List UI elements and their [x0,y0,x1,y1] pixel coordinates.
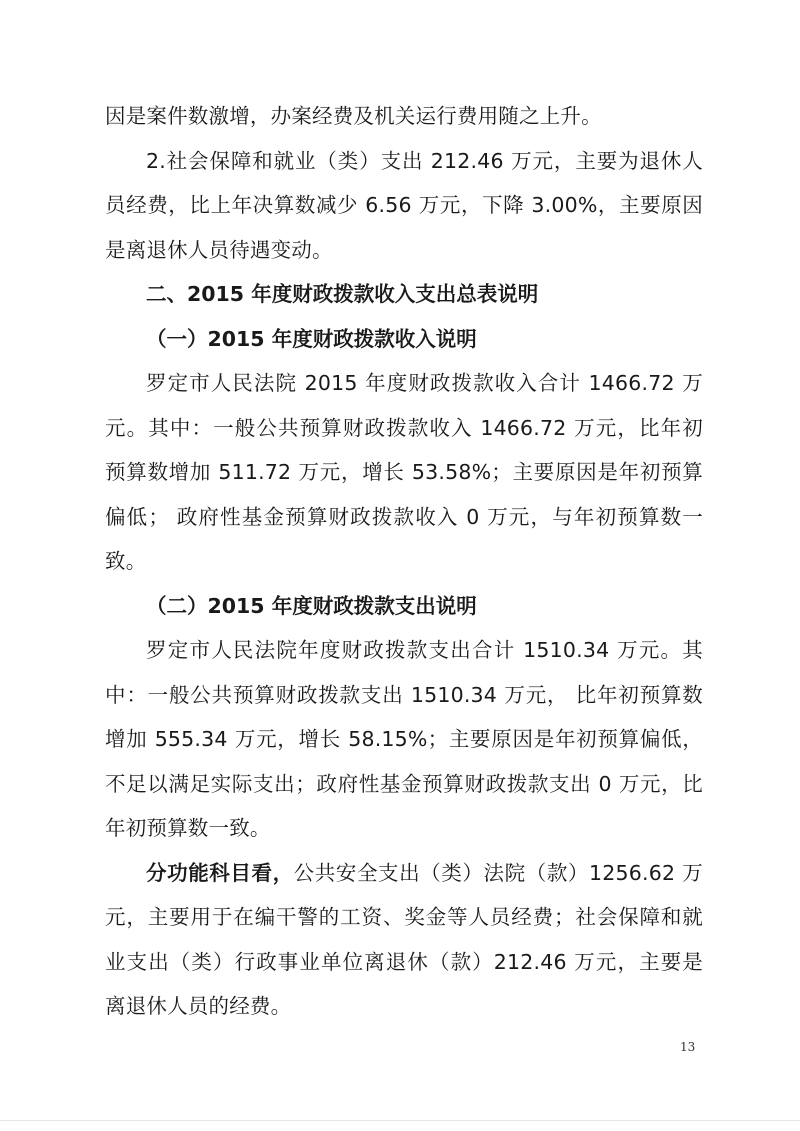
paragraph-line: 元，主要用于在编干警的工资、奖金等人员经费；社会保障和就 [105,905,703,929]
paragraph-line: 因是案件数激增，办案经费及机关运行费用随之上升。 [105,104,602,128]
subsection-heading: （二）2015 年度财政拨款支出说明 [146,593,477,618]
paragraph-line: 年初预算数一致。 [105,816,271,840]
document-body [105,94,703,1029]
subsection-heading: （一）2015 年度财政拨款收入说明 [146,326,477,351]
scan-edge-line [0,1120,800,1121]
paragraph-line: 偏低； 政府性基金预算财政拨款收入 0 万元，与年初预算数一 [105,504,703,529]
paragraph-line: 罗定市人民法院 2015 年度财政拨款收入合计 1466.72 万 [146,371,703,395]
paragraph-line: 2.社会保障和就业（类）支出 212.46 万元，主要为退休人 [146,148,703,173]
paragraph-line: 是离退休人员待遇变动。 [105,237,333,262]
paragraph-line: 离退休人员的经费。 [105,994,292,1018]
paragraph-text: 公共安全支出（类）法院（款）1256.62 万 [293,860,703,885]
paragraph-line: 增加 555.34 万元，增长 58.15%；主要原因是年初预算偏低， [105,727,703,751]
paragraph-line: 元。其中：一般公共预算财政拨款收入 1466.72 万元，比年初 [105,415,703,440]
paragraph-line: 预算数增加 511.72 万元，增长 53.58%；主要原因是年初预算 [105,460,703,484]
paragraph-line: 员经费，比上年决算数减少 6.56 万元，下降 3.00%，主要原因 [105,193,703,217]
paragraph-line: 业支出（类）行政事业单位离退休（款）212.46 万元，主要是 [105,949,703,974]
paragraph-line: 不足以满足实际支出；政府性基金预算财政拨款支出 0 万元，比 [105,771,703,796]
bold-lead-text: 分功能科目看， [146,860,294,885]
paragraph-line: 致。 [105,549,147,573]
page-number: 13 [680,1040,696,1054]
paragraph-line: 中：一般公共预算财政拨款支出 1510.34 万元， 比年初预算数 [105,682,703,707]
paragraph-line: 罗定市人民法院年度财政拨款支出合计 1510.34 万元。其 [146,638,703,662]
paragraph-line [105,851,703,896]
section-heading: 二、2015 年度财政拨款收入支出总表说明 [146,282,539,306]
